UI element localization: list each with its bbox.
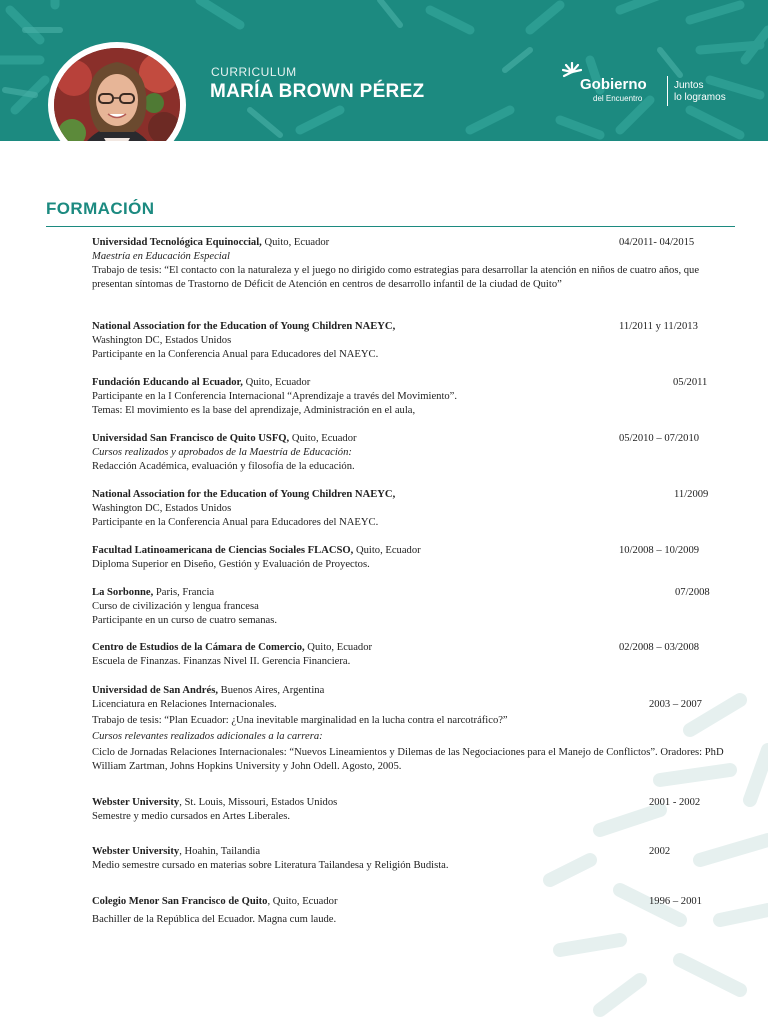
education-entry <box>92 586 722 628</box>
logo-slogan-1: Juntos <box>674 80 704 91</box>
entry-institution: Fundación Educando al Ecuador, <box>92 377 243 388</box>
entry-degree: Cursos relevantes realizados adicionales a la carrera: <box>92 731 323 742</box>
entry-detail: Escuela de Finanzas. Finanzas Nivel II. Gerencia Financiera. <box>92 656 351 667</box>
entry-detail: Washington DC, Estados Unidos <box>92 503 232 514</box>
education-entry <box>92 488 722 530</box>
logo-brand: Gobierno <box>580 76 647 93</box>
entry-location: Quito, Ecuador <box>353 545 421 556</box>
entry-detail: Bachiller de la República del Ecuador. Magna cum laude. <box>92 914 337 925</box>
document-kicker: CURRICULUM <box>211 65 297 79</box>
entry-location: Quito, Ecuador <box>242 377 311 388</box>
entry-institution: Universidad San Francisco de Quito USFQ, <box>92 433 290 444</box>
entry-date: 11/2009 <box>674 489 709 500</box>
entry-detail: Diploma Superior en Diseño, Gestión y Evaluación de Proyectos. <box>92 559 370 570</box>
entry-date: 10/2008 – 10/2009 <box>619 545 700 556</box>
entry-location: Quito, Ecuador <box>289 433 357 444</box>
entry-detail: Participante en la I Conferencia Internacional “Aprendizaje a través del Movimiento”. <box>92 391 458 402</box>
entry-date: 11/2011 y 11/2013 <box>619 321 698 332</box>
entry-date: 2002 <box>649 846 671 857</box>
entry-detail: Medio semestre cursado en materias sobre Literatura Tailandesa y Religión Budista. <box>92 860 449 871</box>
entry-institution: La Sorbonne, <box>92 587 154 598</box>
entry-institution: Centro de Estudios de la Cámara de Comercio, <box>92 642 305 653</box>
education-entry <box>92 684 722 774</box>
entry-institution: Webster University <box>92 846 180 857</box>
person-name: MARÍA BROWN PÉREZ <box>210 81 425 102</box>
entry-detail: Participante en la Conferencia Anual para Educadores del NAEYC. <box>92 349 379 360</box>
entry-location: Buenos Aires, Argentina <box>217 685 325 696</box>
entry-detail: Semestre y medio cursados en Artes Liberales. <box>92 811 290 822</box>
section-title: FORMACIÓN <box>46 199 155 218</box>
entry-detail: Trabajo de tesis: “Plan Ecuador: ¿Una inevitable marginalidad en la lucha contra el narcotráfico?” <box>92 715 508 726</box>
entry-detail: Participante en la Conferencia Anual para Educadores del NAEYC. <box>92 517 379 528</box>
entry-date: 02/2008 – 03/2008 <box>619 642 700 653</box>
page-header <box>0 0 768 141</box>
entry-location: , Quito, Ecuador <box>267 896 338 907</box>
sunburst-icon <box>562 62 582 82</box>
education-entry <box>92 845 722 873</box>
entry-location: , St. Louis, Missouri, Estados Unidos <box>179 797 338 808</box>
entry-date: 2003 – 2007 <box>649 699 702 710</box>
entry-degree: Maestría en Educación Especial <box>92 251 230 262</box>
entry-institution: National Association for the Education of Young Children NAEYC, <box>92 321 396 332</box>
entry-date: 05/2010 – 07/2010 <box>619 433 700 444</box>
entry-institution: Universidad Tecnológica Equinoccial, <box>92 237 262 248</box>
logo-divider <box>667 76 668 106</box>
entry-degree: Cursos realizados y aprobados de la Maestría de Educación: <box>92 447 352 458</box>
entry-institution: National Association for the Education of Young Children NAEYC, <box>92 489 396 500</box>
entry-location: , Hoahin, Tailandia <box>179 846 261 857</box>
entry-institution: Colegio Menor San Francisco de Quito <box>92 896 268 907</box>
logo-brand-sub: del Encuentro <box>593 94 643 103</box>
education-entry <box>92 895 722 927</box>
education-entry <box>92 796 722 824</box>
entry-detail: Participante en un curso de cuatro semanas. <box>92 615 278 626</box>
entry-detail: Licenciatura en Relaciones Internacionales. <box>92 699 277 710</box>
entry-detail: Temas: El movimiento es la base del aprendizaje, Administración en el aula, <box>92 405 416 416</box>
gobierno-logo <box>562 62 752 110</box>
entry-date: 07/2008 <box>675 587 710 598</box>
entry-institution: Facultad Latinoamericana de Ciencias Sociales FLACSO, <box>92 545 354 556</box>
entry-date: 1996 – 2001 <box>649 896 702 907</box>
entry-location: Paris, Francia <box>153 587 215 598</box>
entry-institution: Webster University <box>92 797 180 808</box>
entry-detail: Trabajo de tesis: “El contacto con la naturaleza y el juego no dirigido como estrategias para desarrollar la atención en niños de cuatro años, que presentan síntomas de Trastorno de Déficit de Atención en centros de desarrollo infantil de la ciudad de Quito” <box>92 265 700 290</box>
entry-location: Quito, Ecuador <box>304 642 373 653</box>
section-divider <box>46 226 735 227</box>
entry-detail: Curso de civilización y lengua francesa <box>92 601 259 612</box>
entry-detail: Redacción Académica, evaluación y filosofía de la educación. <box>92 461 355 472</box>
entry-detail: Washington DC, Estados Unidos <box>92 335 232 346</box>
entry-location: Quito, Ecuador <box>261 237 330 248</box>
entry-detail: Ciclo de Jornadas Relaciones Internacionales: “Nuevos Lineamientos y Dilemas de las Negociaciones para el Manejo de Conflictos”. Oradores: PhD William Zartman, Johns Hopkins University y John Odell. Agosto, 2005. <box>92 747 724 772</box>
education-entry <box>92 376 722 418</box>
entry-institution: Universidad de San Andrés, <box>92 685 218 696</box>
entry-date: 2001 - 2002 <box>649 797 701 808</box>
logo-slogan-2: lo logramos <box>674 92 726 103</box>
entry-date: 05/2011 <box>673 377 708 388</box>
entry-date: 04/2011- 04/2015 <box>619 237 695 248</box>
